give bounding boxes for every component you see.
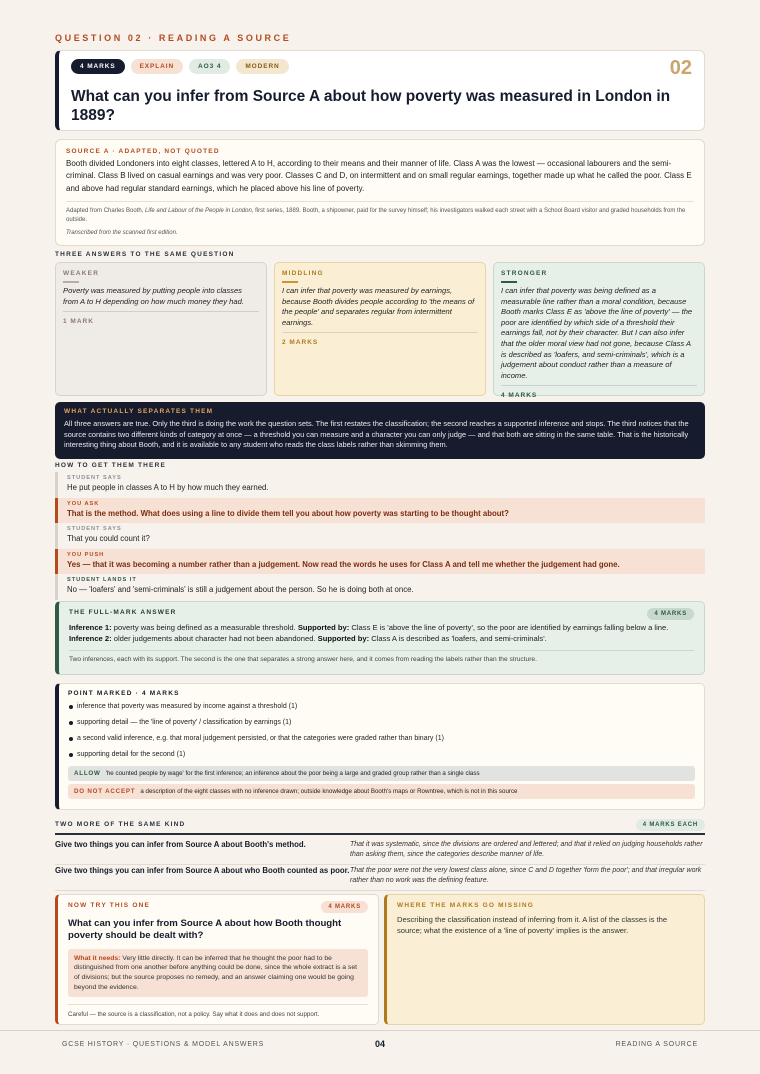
turn-role: STUDENT LANDS IT <box>67 577 137 583</box>
try-heading: NOW TRY THIS ONE <box>68 902 151 909</box>
page-number-text: 04 <box>374 1039 386 1049</box>
answer-weaker <box>55 262 267 396</box>
more-answer: That the poor were not the very lowest class alone, since C and D together 'form the poor'; and that irregular work rather than no work was the defining feature. <box>350 867 702 884</box>
inference-2-text: older judgements about character had not been abandoned. <box>111 633 318 643</box>
try-note: Careful — the source is a classification, not a policy. Say what it does and does not support. <box>68 1004 368 1018</box>
answer-weaker-rule <box>63 281 79 283</box>
source-text: Booth divided Londoners into eight classes, lettered A to H, according to their means and their manner of life. Class A was the lowest — occasional labourers and the semi-criminal. Class B lived on casual earnings and was very poor. Classes C and D, on intermittent and on small regular earnings, together made up what he called the poor. Class E and above had regular standard earnings, which he placed above his line of poverty. <box>66 159 692 193</box>
more-answer: That it was systematic, since the divisions are ordered and lettered; and that it relied on judging households rather than asking them, since the categories describe manner of life. <box>350 841 703 858</box>
turn-role: STUDENT SAYS <box>67 526 122 532</box>
point-marked-box <box>55 683 705 810</box>
separates-box <box>55 402 705 459</box>
allow-text: 'he counted people by wage' for the first inference; an inference about the poor being a large and graded group rather than a single class <box>105 770 480 777</box>
inference-2 <box>69 634 694 645</box>
citation-suffix: , first series, 1889. Booth, a shipowner, paid for the survey himself; his investigators walked each street with a School Board visitor and graded households from the outside. <box>66 208 686 224</box>
answer-weaker-heading: WEAKER <box>63 270 100 277</box>
answer-middling <box>274 262 486 396</box>
inference-1 <box>69 623 694 634</box>
three-answers-label: THREE ANSWERS TO THE SAME QUESTION <box>55 251 235 258</box>
dialogue-turn <box>55 498 705 524</box>
point-marked-list <box>68 702 695 759</box>
answer-weaker-text: Poverty was measured by putting people into classes from A to H depending on how much money they had. <box>63 286 244 306</box>
do-not-accept-text: a description of the eight classes with no inference drawn; outside knowledge about Booth's maps or Rowntree, which is not in this source <box>140 788 518 795</box>
more-row <box>55 836 705 865</box>
inference-1-label: Inference 1: <box>69 623 112 632</box>
do-not-accept-tag: DO NOT ACCEPT <box>74 788 136 795</box>
point-marked-heading: POINT MARKED · 4 MARKS <box>68 690 180 697</box>
turn-role: YOU ASK <box>67 500 100 507</box>
marks-chip: 4 MARKS <box>71 59 125 74</box>
try-question: What can you infer from Source A about how Booth thought poverty should be dealt with? <box>68 918 342 942</box>
answer-stronger-heading: STRONGER <box>501 270 548 277</box>
answer-weaker-marks: 1 MARK <box>63 311 259 325</box>
page-eyebrow: QUESTION 02 · READING A SOURCE <box>55 33 292 43</box>
turn-text: No — 'loafers' and 'semi-criminals' is still a judgement about the person. So he is doing both at once. <box>67 585 414 594</box>
missing-text: Describing the classification instead of inferring from it. A list of the classes is the source; what the existence of a 'line of poverty' implies is the answer. <box>397 915 668 935</box>
dialogue-turn <box>55 574 705 600</box>
dialogue-turn <box>55 523 705 549</box>
turn-text: That is the method. What does using a line to divide them tell you about how poverty was starting to be thought about? <box>67 508 509 518</box>
missing-heading: WHERE THE MARKS GO MISSING <box>397 902 535 909</box>
more-question: Give two things you can infer from Source A about Booth's method. <box>55 840 306 849</box>
citation-prefix: Adapted from Charles Booth, <box>66 208 146 215</box>
try-this-box <box>55 894 379 1025</box>
citation-title: Life and Labour of the People in London <box>145 208 252 215</box>
inference-2-label: Inference 2: <box>69 633 112 643</box>
allow-row <box>68 766 695 781</box>
support-2-label: Supported by: <box>317 633 370 643</box>
source-box <box>55 139 705 246</box>
dialogue <box>55 472 705 600</box>
try-needs <box>68 949 368 997</box>
full-mark-heading: THE FULL-MARK ANSWER <box>69 609 177 616</box>
source-transcription-note: Transcribed from the scanned first edition. <box>66 230 178 237</box>
support-2-text: Class A is described as 'loafers, and semi-criminals'. <box>369 633 547 643</box>
dialogue-turn <box>55 472 705 498</box>
answer-stronger-text: I can infer that poverty was being defined as a measurable line rather than a moral condition, because Booth marks Class E as 'above the line of poverty' — the poor are identified by which side of a threshold their earnings fall, not by their character. But I can also infer that the older moral view had not gone, because Class A is described as 'loafers, and semi-criminals', which is a judgement about conduct rather than a measure of income. <box>501 286 693 380</box>
full-mark-badge: 4 MARKS <box>647 608 694 620</box>
answer-middling-heading: MIDDLING <box>282 270 324 277</box>
turn-text: He put people in classes A to H by how much they earned. <box>67 483 269 492</box>
more-row <box>55 862 705 891</box>
allow-tag: ALLOW <box>74 770 101 777</box>
ao-chip: AO3 4 <box>189 59 230 74</box>
question-number: 02 <box>669 57 692 79</box>
source-heading: SOURCE A · ADAPTED, NOT QUOTED <box>66 148 220 155</box>
footer-rule <box>0 1030 760 1031</box>
answer-stronger-rule <box>501 281 517 283</box>
list-item: a second valid inference, e.g. that moral judgement persisted, or that the categories were graded rather than binary (1) <box>68 734 695 743</box>
full-mark-note: Two inferences, each with its support. The second is the one that separates a strong answer here, and it comes from reading the labels rather than the structure. <box>69 650 694 663</box>
do-not-accept-row <box>68 784 695 799</box>
more-badge: 4 MARKS EACH <box>636 819 705 831</box>
question-chips <box>71 59 289 74</box>
question-card <box>55 50 705 131</box>
list-item: supporting detail — the 'line of poverty' / classification by earnings (1) <box>68 718 695 727</box>
marks-missing-box <box>384 894 705 1025</box>
list-item: inference that poverty was measured by income against a threshold (1) <box>68 702 695 711</box>
list-item: supporting detail for the second (1) <box>68 750 695 759</box>
answer-middling-text: I can infer that poverty was measured by earnings, because Booth divides people according to 'the means of the people' and separates regular from intermittent earnings. <box>282 286 475 327</box>
try-needs-label: What it needs: <box>74 954 121 962</box>
turn-role: STUDENT SAYS <box>67 475 122 481</box>
how-to-label: HOW TO GET THEM THERE <box>55 462 167 469</box>
command-chip: EXPLAIN <box>131 59 183 74</box>
support-1-label: Supported by: <box>297 623 350 632</box>
more-rule <box>55 833 705 835</box>
try-needs-text: Very little directly. It can be inferred that he thought the poor had to be distinguished from one another before anything could be done, since the whole extract is a set of divisions; but the source proposes no remedy, and an answer claiming one would be going beyond the evidence. <box>74 954 358 991</box>
full-mark-answer <box>55 601 705 675</box>
footer-left: GCSE HISTORY · QUESTIONS & MODEL ANSWERS <box>62 1041 265 1048</box>
turn-text: That you could count it? <box>67 534 150 543</box>
answer-middling-rule <box>282 281 298 283</box>
answer-middling-marks: 2 MARKS <box>282 332 478 346</box>
footer-right: READING A SOURCE <box>615 1041 698 1048</box>
turn-role: YOU PUSH <box>67 551 105 558</box>
turn-text: Yes — that it was becoming a number rather than a judgement. Now read the words he uses for Class A and tell me whether the judgement had gone. <box>67 559 620 569</box>
more-question: Give two things you can infer from Source A about who Booth counted as poor. <box>55 866 350 875</box>
answer-stronger <box>493 262 705 400</box>
question-title: What can you infer from Source A about how poverty was measured in London in 1889? <box>71 88 671 124</box>
inference-1-text: poverty was being defined as a measurable threshold. <box>111 623 298 632</box>
try-badge: 4 MARKS <box>321 901 368 913</box>
more-label: TWO MORE OF THE SAME KIND <box>55 821 186 828</box>
dialogue-turn <box>55 549 705 575</box>
answer-stronger-marks: 4 MARKS <box>501 385 697 399</box>
source-citation <box>66 201 694 225</box>
period-chip: MODERN <box>236 59 288 74</box>
separates-text: All three answers are true. Only the third is doing the work the question sets. The first restates the classification; the second reaches a supported inference and stops. The third notices that the source contains two different kinds of category at once — a threshold you can measure and a character you can only judge — and that both are sitting in the same table. That is the historically interesting thing about Booth, and it is available to any student who reads the class labels rather than skimming them. <box>64 419 689 450</box>
separates-heading: WHAT ACTUALLY SEPARATES THEM <box>64 408 214 415</box>
support-1-text: Class E is 'above the line of poverty', so the poor are identified by earnings falling below a line. <box>349 623 669 632</box>
